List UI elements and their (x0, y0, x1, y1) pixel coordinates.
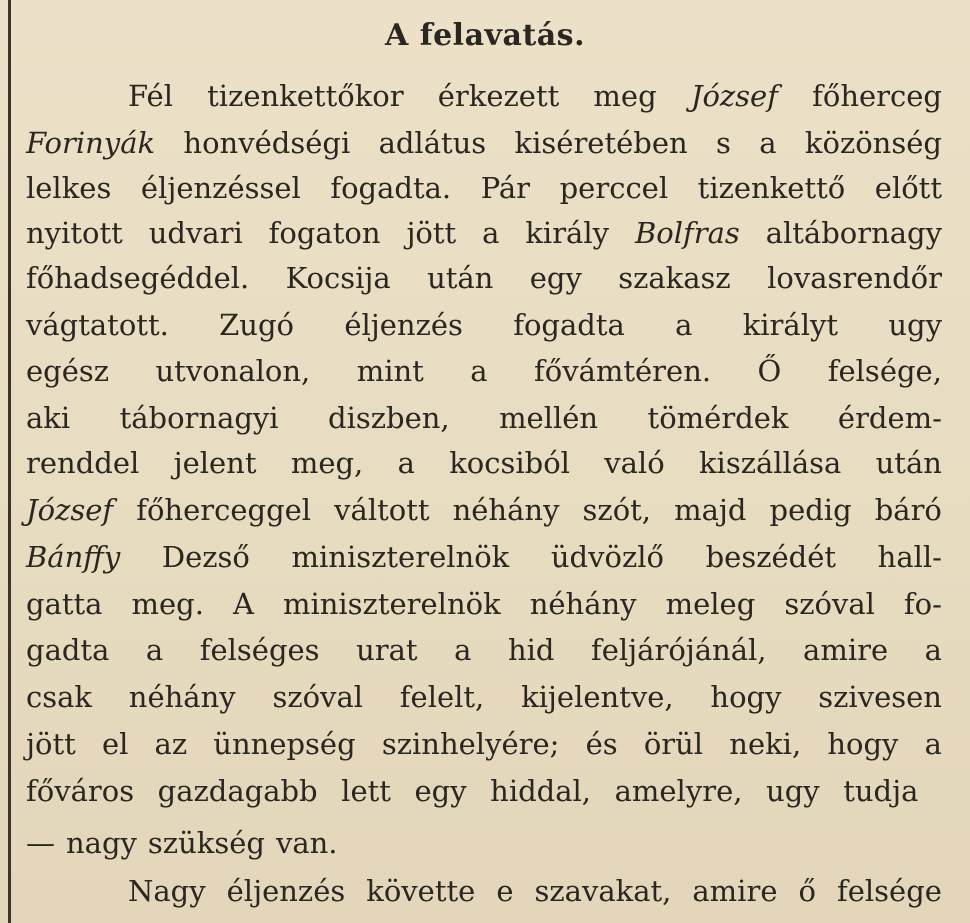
text-line-4: nyitott udvari fogaton jött a király Bolfras altábornagy (26, 216, 942, 250)
text-line-6: vágtatott. Zugó éljenzés fogadta a királyt ugy (26, 308, 942, 342)
text-line-18: Nagy éljenzés követte e szavakat, amire ő felsége (128, 874, 942, 908)
column-rule (8, 0, 11, 923)
text-line-2: Forinyák honvédségi adlátus kiséretében s a közönség (26, 126, 942, 160)
text-line-12: gatta meg. A miniszterelnök néhány meleg szóval fo- (26, 587, 942, 621)
text-line-9: renddel jelent meg, a kocsiból való kiszállása után (26, 446, 942, 480)
text-line-17: — nagy szükség van. (26, 826, 338, 860)
text-line-8: aki tábornagyi diszben, mellén tömérdek érdem- (26, 401, 942, 435)
text-line-15: jött el az ünnepség szinhelyére; és örül neki, hogy a (26, 727, 942, 761)
text-line-3: lelkes éljenzéssel fogadta. Pár perccel tizenkettő előtt (26, 171, 942, 205)
text-line-5: főhadsegéddel. Kocsija után egy szakasz lovasrendőr (26, 261, 942, 295)
text-line-11: Bánffy Dezső miniszterelnök üdvözlő beszédét hall- (26, 540, 942, 574)
text-line-16: főváros gazdagabb lett egy hiddal, amelyre, ugy tudja (26, 774, 919, 808)
article-title: A felavatás. (384, 18, 586, 53)
text-line-7: egész utvonalon, mint a fővámtéren. Ő felsége, (26, 354, 942, 388)
text-line-13: gadta a felséges urat a hid feljárójánál, amire a (26, 633, 942, 667)
text-line-10: József főherceggel váltott néhány szót, majd pedig báró (26, 493, 942, 527)
text-line-14: csak néhány szóval felelt, kijelentve, hogy szivesen (26, 680, 942, 714)
text-line-1: Fél tizenkettőkor érkezett meg József főherceg (128, 79, 942, 113)
